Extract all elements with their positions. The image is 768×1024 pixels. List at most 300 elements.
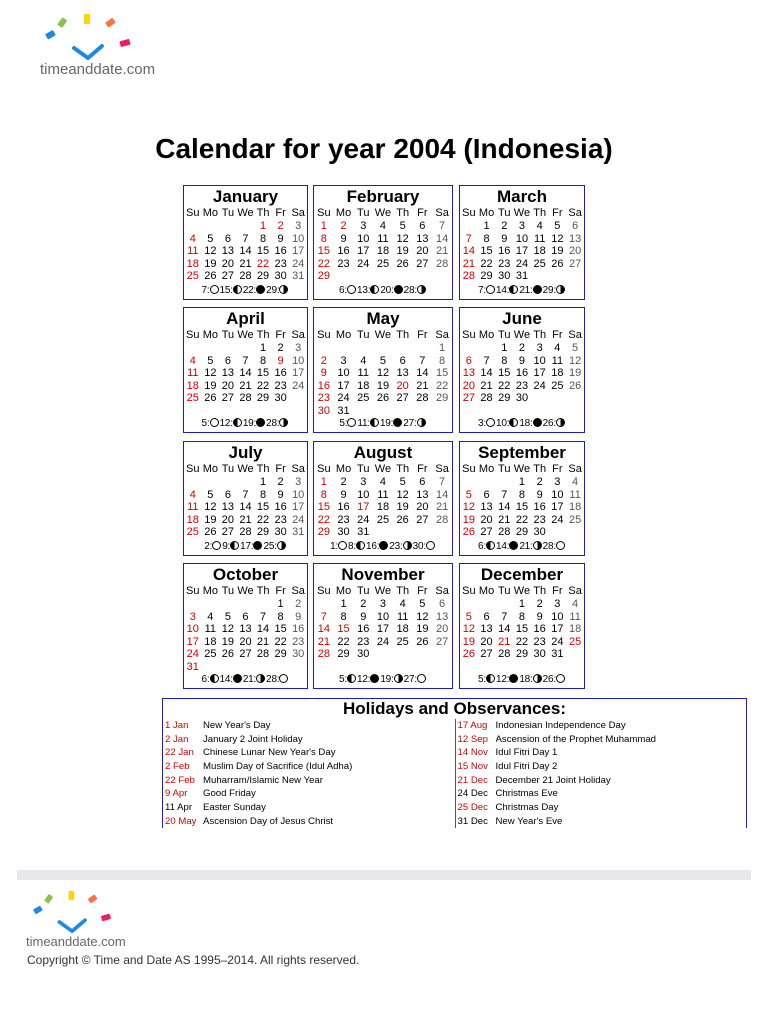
day-cell: 22 (317, 257, 330, 270)
empty-cell (393, 405, 413, 418)
holiday-date: 17 Aug (457, 720, 488, 731)
month-september (459, 441, 585, 556)
day-cell: 26 (416, 635, 429, 648)
day-cell: 8 (259, 488, 267, 501)
weekday-header: Tu (221, 329, 235, 341)
day-cell: 2 (360, 598, 367, 610)
new-moon-icon (533, 418, 542, 427)
holiday-name: New Year's Day (203, 720, 271, 731)
day-cell: 16 (317, 379, 330, 392)
holiday-date: 11 Apr (165, 802, 193, 814)
weekday-header: Tu (221, 463, 235, 475)
day-cell: 3 (360, 476, 367, 488)
day-cell: 13 (435, 610, 449, 623)
day-cell: 5 (379, 354, 387, 367)
last-moon-icon (370, 285, 379, 294)
weekday-header: Su (317, 329, 331, 341)
empty-cell (566, 392, 584, 405)
full-moon-icon (210, 418, 219, 427)
day-cell: 20 (239, 635, 252, 648)
empty-cell (373, 270, 393, 283)
day-cell: 7 (439, 220, 446, 232)
day-cell: 29 (435, 392, 449, 405)
day-cell: 6 (439, 598, 446, 610)
day-cell: 29 (256, 526, 270, 539)
moon-phase-date: 9: (222, 541, 231, 552)
moon-phase-date: 28: (403, 285, 417, 296)
first-moon-icon (533, 674, 542, 683)
empty-cell (549, 526, 567, 539)
day-cell: 9 (295, 610, 302, 623)
first-moon-icon (417, 285, 426, 294)
day-cell: 19 (204, 379, 217, 392)
day-cell: 27 (480, 648, 493, 661)
day-cell: 7 (501, 610, 508, 623)
day-cell: 13 (416, 488, 429, 501)
day-cell: 13 (462, 367, 475, 380)
day-cell: 7 (465, 232, 472, 245)
day-cell: 6 (224, 232, 231, 245)
holiday-row (456, 719, 747, 733)
moon-phase-date: 29: (542, 285, 556, 296)
day-cell: 24 (292, 513, 305, 526)
day-cell: 25 (376, 513, 390, 526)
moon-phases (184, 418, 307, 429)
day-cell: 6 (483, 488, 490, 501)
day-cell: 22 (515, 513, 529, 526)
day-cell: 2 (295, 598, 302, 610)
weekday-header: Fr (417, 585, 428, 597)
day-cell: 14 (498, 623, 511, 636)
day-cell: 26 (204, 526, 217, 539)
holiday-date: 21 Dec (457, 774, 488, 786)
holiday-row (456, 815, 747, 828)
moon-phases (460, 541, 584, 552)
day-cell: 29 (515, 648, 529, 661)
weekday-header: Th (533, 329, 547, 341)
weekday-header: Sa (568, 329, 582, 341)
day-cell: 18 (568, 623, 582, 636)
weekday-header: Sa (568, 207, 582, 219)
day-cell: 24 (292, 257, 305, 270)
weekday-header: Mo (478, 585, 495, 597)
day-cell: 15 (256, 367, 270, 380)
empty-cell (334, 270, 354, 283)
weekday-header: Fr (417, 463, 428, 475)
weekday-header: Fr (275, 207, 286, 219)
holiday-date: 31 Dec (457, 815, 488, 827)
day-cell: 1 (439, 342, 446, 354)
day-cell: 9 (320, 367, 327, 380)
day-cell: 12 (396, 232, 409, 245)
empty-cell (460, 598, 478, 611)
day-cell: 7 (242, 354, 249, 367)
weekday-header: Fr (275, 463, 286, 475)
last-moon-icon (486, 674, 495, 683)
holiday-row (456, 746, 747, 760)
day-cell: 19 (462, 635, 475, 648)
day-cell: 6 (572, 220, 579, 232)
day-cell: 23 (533, 635, 546, 648)
empty-cell (566, 648, 584, 661)
day-cell: 11 (357, 367, 369, 380)
moon-phases (460, 418, 584, 429)
brand-logo[interactable] (40, 14, 155, 78)
full-moon-icon (347, 418, 356, 427)
empty-cell (393, 648, 413, 661)
day-cell: 17 (292, 501, 305, 514)
last-moon-icon (347, 674, 356, 683)
day-cell: 13 (480, 623, 493, 636)
day-cell: 1 (340, 598, 347, 610)
day-cell: 27 (568, 257, 582, 270)
weekday-header: We (237, 463, 254, 475)
day-cell: 16 (498, 245, 511, 258)
empty-cell (478, 598, 496, 611)
day-cell: 27 (239, 648, 252, 661)
day-cell: 12 (204, 245, 217, 258)
day-cell: 14 (256, 623, 270, 636)
day-cell: 31 (292, 526, 305, 539)
day-cell: 20 (221, 379, 235, 392)
empty-cell (549, 270, 567, 283)
day-cell: 12 (462, 623, 475, 636)
day-cell: 30 (498, 270, 511, 283)
first-moon-icon (394, 674, 403, 683)
day-cell: 3 (189, 610, 196, 623)
empty-cell (393, 342, 413, 355)
day-cell: 19 (204, 257, 217, 270)
day-cell: 12 (462, 501, 475, 514)
empty-cell (314, 342, 334, 355)
moon-phase-date: 2: (204, 541, 213, 552)
empty-cell (237, 598, 255, 611)
day-cell: 14 (435, 488, 449, 501)
day-cell: 18 (186, 379, 199, 392)
day-cell: 30 (357, 648, 370, 661)
day-cell: 1 (518, 598, 526, 610)
day-cell: 23 (317, 392, 330, 405)
weekday-header: Th (396, 329, 410, 341)
month-name: July (228, 443, 263, 462)
holidays-column-left (163, 719, 455, 828)
weekday-header: Th (396, 207, 410, 219)
day-cell: 8 (340, 610, 347, 623)
day-cell: 4 (572, 598, 579, 610)
moon-phase-date: 23: (389, 541, 403, 552)
month-name: June (502, 309, 542, 328)
new-moon-icon (233, 674, 242, 683)
day-cell: 3 (295, 220, 302, 232)
holiday-row (456, 760, 747, 774)
holiday-name: Indonesian Independence Day (495, 720, 626, 731)
weekday-header: Fr (275, 585, 286, 597)
moon-phase-date: 30: (412, 541, 426, 552)
day-cell: 27 (221, 392, 235, 405)
moon-phase-date: 26: (542, 674, 556, 685)
day-cell: 17 (357, 245, 370, 258)
weekday-header: Mo (478, 329, 495, 341)
day-cell: 12 (551, 232, 564, 245)
day-cell: 14 (462, 245, 475, 258)
logo-mark-icon (26, 891, 122, 933)
day-cell: 26 (462, 526, 475, 539)
day-cell: 16 (515, 367, 529, 380)
day-cell: 24 (357, 513, 370, 526)
day-cell: 12 (376, 367, 390, 380)
day-cell: 31 (292, 270, 305, 283)
day-cell: 4 (360, 354, 367, 367)
moon-phases (460, 285, 584, 296)
full-moon-icon (279, 674, 288, 683)
empty-cell (237, 342, 255, 355)
day-cell: 6 (224, 354, 231, 367)
day-cell: 21 (416, 379, 429, 392)
day-cell: 11 (569, 610, 581, 623)
day-cell: 22 (498, 379, 511, 392)
day-cell: 10 (292, 354, 305, 367)
weekday-header: Sa (435, 463, 449, 475)
day-cell: 24 (551, 635, 564, 648)
day-cell: 18 (376, 501, 390, 514)
moon-phase-date: 29: (266, 285, 280, 296)
month-january (183, 185, 308, 300)
day-cell: 20 (480, 635, 493, 648)
weekday-header: Su (186, 463, 200, 475)
last-moon-icon (233, 418, 242, 427)
day-cell: 12 (204, 501, 217, 514)
day-cell: 7 (419, 354, 426, 367)
day-cell: 11 (396, 610, 409, 623)
day-cell: 21 (317, 635, 330, 648)
weekday-header: Mo (478, 207, 495, 219)
day-cell: 27 (416, 513, 429, 526)
empty-cell (202, 220, 220, 233)
day-cell: 27 (221, 270, 235, 283)
moon-phase-date: 1: (330, 541, 339, 552)
moon-phase-date: 22: (242, 285, 257, 296)
weekday-header: Th (533, 463, 547, 475)
empty-cell (202, 476, 220, 489)
day-cell: 22 (515, 635, 529, 648)
day-cell: 4 (399, 598, 406, 610)
day-cell: 9 (518, 354, 526, 367)
empty-cell (219, 476, 237, 489)
day-cell: 30 (533, 648, 546, 661)
holiday-row (456, 733, 747, 747)
weekday-header: Th (256, 463, 270, 475)
holiday-row (456, 774, 747, 788)
day-cell: 30 (274, 526, 287, 539)
holiday-row (163, 746, 455, 760)
day-cell: 23 (274, 379, 287, 392)
month-june (459, 307, 585, 433)
day-cell: 7 (439, 476, 446, 488)
copyright-text: Copyright © Time and Date AS 1995–2014. All rights reserved. (27, 953, 360, 967)
empty-cell (219, 220, 237, 233)
holiday-name: Easter Sunday (203, 802, 266, 814)
month-august (313, 441, 453, 556)
day-cell: 3 (360, 220, 367, 232)
weekday-header: We (513, 207, 531, 219)
empty-cell (432, 648, 452, 661)
day-cell: 21 (498, 513, 511, 526)
month-name: December (480, 565, 564, 584)
moon-phase-date: 21: (242, 674, 257, 685)
day-cell: 26 (396, 513, 409, 526)
day-cell: 5 (465, 488, 472, 501)
day-cell: 16 (533, 501, 546, 514)
day-cell: 17 (337, 379, 350, 392)
weekday-header: Tu (357, 329, 370, 341)
day-cell: 17 (551, 623, 564, 636)
day-cell: 7 (242, 232, 249, 245)
moon-phase-date: 20: (380, 285, 394, 296)
empty-cell (202, 661, 220, 674)
day-cell: 28 (435, 513, 449, 526)
empty-cell (184, 342, 202, 355)
day-cell: 28 (498, 526, 511, 539)
day-cell: 15 (274, 623, 287, 636)
empty-cell (413, 648, 433, 661)
empty-cell (272, 661, 290, 674)
empty-cell (184, 476, 202, 489)
month-name: February (346, 187, 420, 206)
day-cell: 31 (186, 660, 199, 673)
day-cell: 24 (186, 648, 199, 661)
day-cell: 21 (480, 379, 493, 392)
day-cell: 3 (379, 598, 387, 610)
holiday-row (163, 801, 455, 815)
weekday-header: Sa (435, 585, 449, 597)
weekday-header: Th (533, 585, 547, 597)
weekday-header: Sa (291, 463, 305, 475)
day-cell: 11 (187, 245, 199, 258)
day-cell: 24 (551, 513, 564, 526)
day-cell: 25 (396, 635, 409, 648)
first-moon-icon (279, 418, 288, 427)
last-moon-icon (509, 285, 518, 294)
moon-phase-date: 11: (357, 418, 370, 429)
weekday-header: We (374, 463, 392, 475)
moon-phase-date: 10: (496, 418, 510, 429)
day-cell: 17 (292, 245, 305, 258)
empty-cell (549, 392, 567, 405)
day-cell: 13 (221, 501, 235, 514)
day-cell: 29 (480, 270, 493, 283)
first-moon-icon (279, 285, 288, 294)
day-cell: 2 (501, 220, 508, 232)
day-cell: 22 (256, 379, 270, 392)
empty-cell (373, 526, 393, 539)
moon-phase-date: 6: (339, 285, 347, 296)
day-cell: 29 (498, 392, 511, 405)
weekday-header: Tu (357, 463, 370, 475)
day-cell: 1 (259, 220, 267, 232)
day-cell: 15 (435, 367, 449, 380)
first-moon-icon (556, 285, 565, 294)
day-cell: 10 (292, 232, 305, 245)
weekday-header: Fr (417, 329, 428, 341)
day-cell: 27 (462, 392, 475, 405)
day-cell: 5 (399, 476, 406, 488)
first-moon-icon (533, 541, 542, 550)
holiday-row (163, 719, 455, 733)
moon-phase-date: 28: (266, 418, 280, 429)
weekday-header: Su (462, 329, 476, 341)
day-cell: 13 (221, 245, 235, 258)
empty-cell (289, 661, 307, 674)
day-cell: 8 (483, 232, 490, 245)
holiday-date: 9 Apr (165, 788, 188, 800)
footer-logo[interactable] (26, 891, 126, 949)
day-cell: 2 (340, 476, 347, 488)
day-cell: 8 (518, 610, 526, 623)
day-cell: 21 (239, 257, 252, 270)
weekday-header: Th (256, 207, 270, 219)
holiday-name: Muslim Day of Sacrifice (Idul Adha) (203, 761, 353, 773)
day-cell: 20 (221, 513, 235, 526)
moon-phase-date: 5: (339, 674, 347, 685)
weekday-header: Th (256, 585, 270, 597)
day-cell: 22 (256, 257, 270, 270)
weekday-header: Su (462, 585, 476, 597)
first-moon-icon (256, 674, 265, 683)
day-cell: 8 (259, 354, 267, 367)
weekday-header: Th (256, 329, 270, 341)
weekday-header: Tu (221, 585, 235, 597)
weekday-header: We (513, 463, 531, 475)
weekday-header: Mo (202, 463, 218, 475)
moon-phase-date: 12: (496, 674, 510, 685)
holiday-name: Christmas Eve (495, 788, 558, 800)
day-cell: 27 (416, 257, 429, 270)
month-october (183, 563, 308, 689)
day-cell: 25 (186, 526, 199, 539)
day-cell: 14 (435, 232, 449, 245)
moon-phase-date: 14: (219, 674, 233, 685)
empty-cell (334, 342, 354, 355)
moon-phase-date: 19: (379, 418, 394, 429)
full-moon-icon (486, 285, 495, 294)
month-february (313, 185, 453, 300)
day-cell: 20 (221, 257, 235, 270)
empty-cell (202, 342, 220, 355)
empty-cell (373, 342, 393, 355)
empty-cell (566, 270, 584, 283)
day-cell: 14 (317, 623, 330, 636)
day-cell: 7 (259, 610, 267, 623)
weekday-header: Tu (498, 329, 511, 341)
empty-cell (413, 342, 433, 355)
day-cell: 15 (337, 623, 350, 636)
day-cell: 20 (480, 513, 493, 526)
day-cell: 13 (221, 367, 235, 380)
day-cell: 29 (317, 270, 330, 283)
day-cell: 11 (533, 232, 546, 245)
weekday-header: Mo (335, 463, 352, 475)
day-cell: 17 (376, 623, 390, 636)
holiday-name: Good Friday (203, 788, 256, 800)
holiday-date: 1 Jan (165, 720, 189, 731)
new-moon-icon (379, 541, 388, 550)
empty-cell (478, 476, 496, 489)
empty-cell (531, 270, 549, 283)
day-cell: 28 (480, 392, 493, 405)
holiday-name: New Year's Eve (495, 815, 563, 827)
day-cell: 4 (572, 476, 579, 488)
logo-mark-icon (40, 14, 140, 60)
